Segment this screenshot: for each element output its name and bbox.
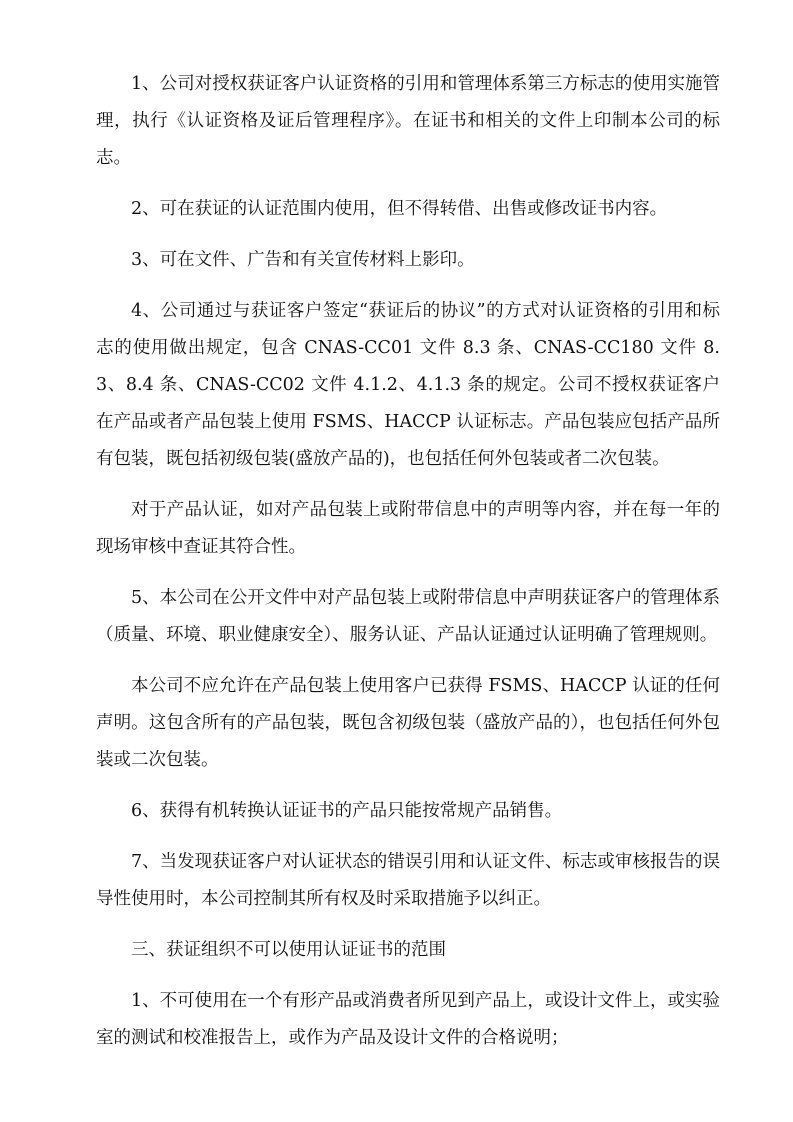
paragraph-prohibited-use: 1、不可使用在一个有形产品或消费者所见到产品上，或设计文件上，或实验室的测试和校准报告上，或作为产品及设计文件的合格说明；: [96, 991, 720, 1048]
document-page: [96, 66, 720, 1071]
paragraph-product-certification: 对于产品认证，如对产品包装上或附带信息中的声明等内容，并在每一年的现场审核中查证其符合性。: [96, 500, 720, 557]
paragraph-organic-conversion: 6、获得有机转换认证证书的产品只能按常规产品销售。: [131, 801, 563, 821]
paragraph-misuse-correction: 7、当发现获证客户对认证状态的错误引用和认证文件、标志或审核报告的误导性使用时，本公司控制其所有权及时采取措施予以纠正。: [96, 852, 720, 909]
paragraph-agreement-rules: 4、公司通过与获证客户签定“获证后的协议”的方式对认证资格的引用和标志的使用做出规定，包含 CNAS-CC01 文件 8.3 条、CNAS-CC180 文件 8.3、8.4 条、CNAS-CC02 文件 4.1.2、4.1.3 条的规定。公司不授权获证客户在产品或者产品包装上使用 FSMS、HACCP 认证标志。产品包装应包括产品所有包装，既包括初级包装(盛放产品的)，也包括任何外包装或者二次包装。: [96, 301, 720, 469]
paragraph-packaging-claims: 本公司不应允许在产品包装上使用客户已获得 FSMS、HACCP 认证的任何声明。这包含所有的产品包装，既包含初级包装（盛放产品的），也包括任何外包装或二次包装。: [96, 676, 720, 770]
paragraph-scope-use: 2、可在获证的认证范围内使用，但不得转借、出售或修改证书内容。: [131, 199, 668, 219]
paragraph-public-documents: 5、本公司在公开文件中对产品包装上或附带信息中声明获证客户的管理体系（质量、环境、职业健康安全）、服务认证、产品认证通过认证明确了管理规则。: [96, 588, 720, 645]
paragraph-authorization-management: 1、公司对授权获证客户认证资格的引用和管理体系第三方标志的使用实施管理，执行《认证资格及证后管理程序》。在证书和相关的文件上印制本公司的标志。: [96, 74, 720, 168]
section-heading-prohibited-scope: 三、获证组织不可以使用认证证书的范围: [131, 940, 446, 960]
paragraph-photocopy: 3、可在文件、广告和有关宣传材料上影印。: [131, 250, 475, 270]
